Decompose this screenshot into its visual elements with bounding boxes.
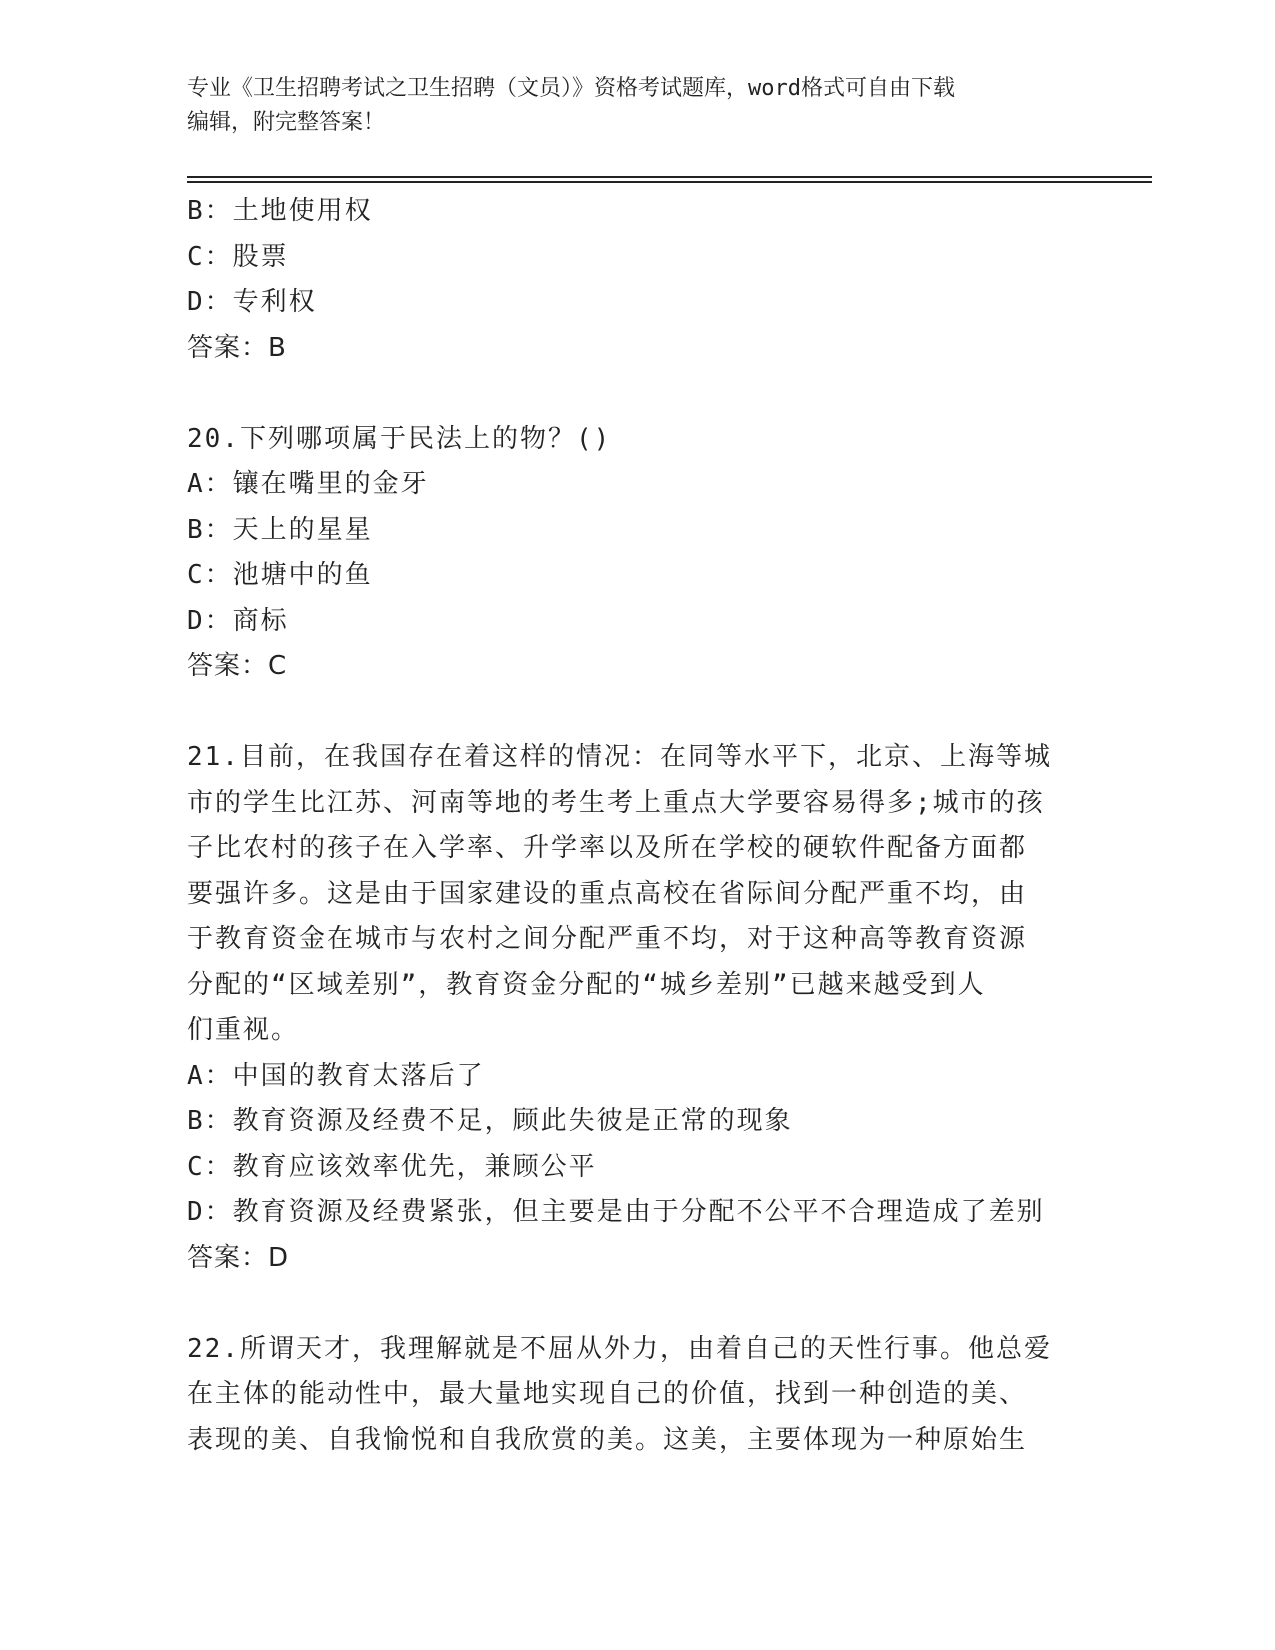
- document-header: [187, 72, 1087, 140]
- answer: 答案：D: [187, 1242, 290, 1273]
- question-stem-line: 们重视。: [187, 1015, 300, 1045]
- option-c: C：股票: [187, 241, 289, 272]
- option-a: A：中国的教育太落后了: [187, 1060, 485, 1091]
- header-line-2: 编辑，附完整答案！: [187, 110, 386, 135]
- question-stem-line: 在主体的能动性中，最大量地实现自己的价值，找到一种创造的美、: [187, 1379, 1028, 1409]
- question-stem-line: 21.目前，在我国存在着这样的情况：在同等水平下，北京、上海等城: [187, 742, 1052, 772]
- question-stem-line: 子比农村的孩子在入学率、升学率以及所在学校的硬软件配备方面都: [187, 833, 1028, 863]
- question-stem-line: 分配的“区域差别”，教育资金分配的“城乡差别”已越来越受到人: [187, 969, 986, 1000]
- option-b: B：天上的星星: [187, 514, 373, 545]
- question-stem-line: 要强许多。这是由于国家建设的重点高校在省际间分配严重不均，由: [187, 878, 1028, 909]
- header-rule-bottom: [187, 181, 1152, 183]
- answer: 答案：B: [187, 332, 287, 363]
- option-a: A：镶在嘴里的金牙: [187, 469, 429, 499]
- option-b: B：教育资源及经费不足，顾此失彼是正常的现象: [187, 1106, 793, 1136]
- question-21: [187, 735, 1087, 1281]
- question-stem-line: 表现的美、自我愉悦和自我欣赏的美。这美，主要体现为一种原始生: [187, 1424, 1028, 1455]
- question-stem-line: 市的学生比江苏、河南等地的考生考上重点大学要容易得多;城市的孩: [187, 787, 1045, 818]
- answer: 答案：C: [187, 651, 288, 681]
- option-c: C：教育应该效率优先，兼顾公平: [187, 1151, 597, 1182]
- question-19-continued: [187, 189, 1087, 371]
- header-rule-top: [187, 176, 1152, 178]
- option-d: D：教育资源及经费紧张，但主要是由于分配不公平不合理造成了差别: [187, 1197, 1045, 1227]
- option-d: D：商标: [187, 605, 289, 636]
- question-stem-line: 于教育资金在城市与农村之间分配严重不均，对于这种高等教育资源: [187, 924, 1028, 954]
- option-b: B：土地使用权: [187, 196, 373, 226]
- question-20: [187, 417, 1087, 690]
- spacer: [187, 1281, 1087, 1327]
- question-stem: 20.下列哪项属于民法上的物？(): [187, 423, 612, 454]
- option-c: C：池塘中的鱼: [187, 560, 373, 590]
- spacer: [187, 371, 1087, 417]
- option-d: D：专利权: [187, 287, 317, 317]
- spacer: [187, 690, 1087, 736]
- question-stem-line: 22.所谓天才，我理解就是不屈从外力，由着自己的天性行事。他总爱: [187, 1333, 1052, 1364]
- document-body: [187, 189, 1087, 1463]
- question-22: [187, 1327, 1087, 1464]
- header-line-1: 专业《卫生招聘考试之卫生招聘（文员）》资格考试题库，word格式可自由下载: [187, 76, 955, 101]
